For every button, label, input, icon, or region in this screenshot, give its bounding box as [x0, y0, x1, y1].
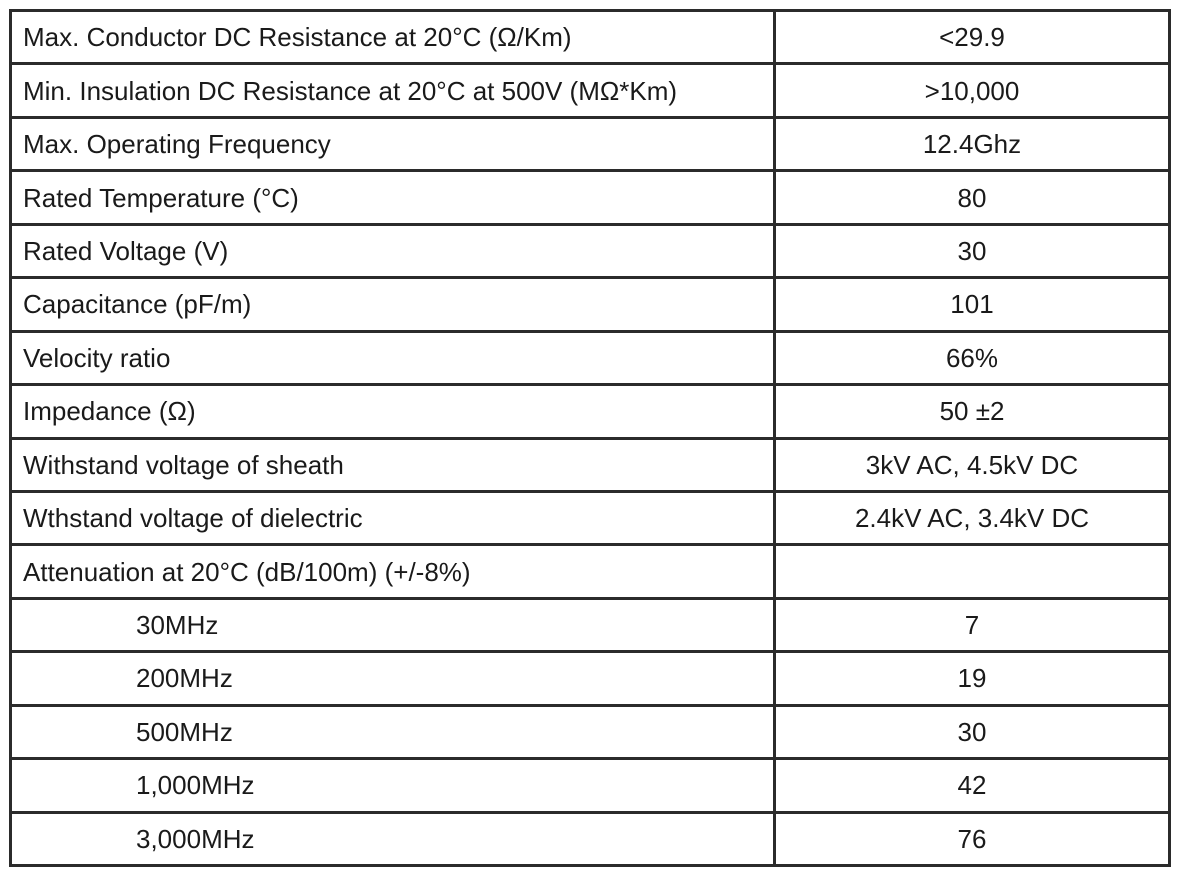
parameter-label: Impedance (Ω)	[11, 385, 775, 438]
spec-table	[9, 9, 1171, 867]
spec-row	[11, 117, 1170, 170]
attenuation-value: 19	[775, 652, 1170, 705]
spec-row	[11, 11, 1170, 64]
attenuation-row	[11, 652, 1170, 705]
spec-row	[11, 491, 1170, 544]
parameter-value: 80	[775, 171, 1170, 224]
frequency-label: 3,000MHz	[11, 812, 775, 865]
parameter-label: Max. Conductor DC Resistance at 20°C (Ω/Km)	[11, 11, 775, 64]
frequency-label: 1,000MHz	[11, 759, 775, 812]
frequency-label: 200MHz	[11, 652, 775, 705]
parameter-value: 66%	[775, 331, 1170, 384]
parameter-label: Withstand voltage of sheath	[11, 438, 775, 491]
parameter-label: Min. Insulation DC Resistance at 20°C at 500V (MΩ*Km)	[11, 64, 775, 117]
parameter-label: Wthstand voltage of dielectric	[11, 491, 775, 544]
spec-row	[11, 224, 1170, 277]
attenuation-value: 42	[775, 759, 1170, 812]
parameter-label: Max. Operating Frequency	[11, 117, 775, 170]
parameter-value: <29.9	[775, 11, 1170, 64]
frequency-label: 500MHz	[11, 705, 775, 758]
attenuation-row	[11, 598, 1170, 651]
parameter-label: Capacitance (pF/m)	[11, 278, 775, 331]
attenuation-row	[11, 812, 1170, 865]
spec-row	[11, 438, 1170, 491]
spec-row	[11, 64, 1170, 117]
parameter-label: Rated Voltage (V)	[11, 224, 775, 277]
attenuation-value: 76	[775, 812, 1170, 865]
parameter-value: 101	[775, 278, 1170, 331]
spec-row	[11, 545, 1170, 598]
spec-row	[11, 385, 1170, 438]
parameter-label: Velocity ratio	[11, 331, 775, 384]
parameter-value: 50 ±2	[775, 385, 1170, 438]
parameter-value: 2.4kV AC, 3.4kV DC	[775, 491, 1170, 544]
parameter-label: Rated Temperature (°C)	[11, 171, 775, 224]
parameter-label: Attenuation at 20°C (dB/100m) (+/-8%)	[11, 545, 775, 598]
spec-row	[11, 171, 1170, 224]
spec-row	[11, 278, 1170, 331]
spec-table-body	[11, 11, 1170, 866]
parameter-value: 3kV AC, 4.5kV DC	[775, 438, 1170, 491]
parameter-value	[775, 545, 1170, 598]
spec-row	[11, 331, 1170, 384]
parameter-value: 30	[775, 224, 1170, 277]
attenuation-row	[11, 759, 1170, 812]
attenuation-row	[11, 705, 1170, 758]
attenuation-value: 30	[775, 705, 1170, 758]
parameter-value: 12.4Ghz	[775, 117, 1170, 170]
parameter-value: >10,000	[775, 64, 1170, 117]
attenuation-value: 7	[775, 598, 1170, 651]
frequency-label: 30MHz	[11, 598, 775, 651]
